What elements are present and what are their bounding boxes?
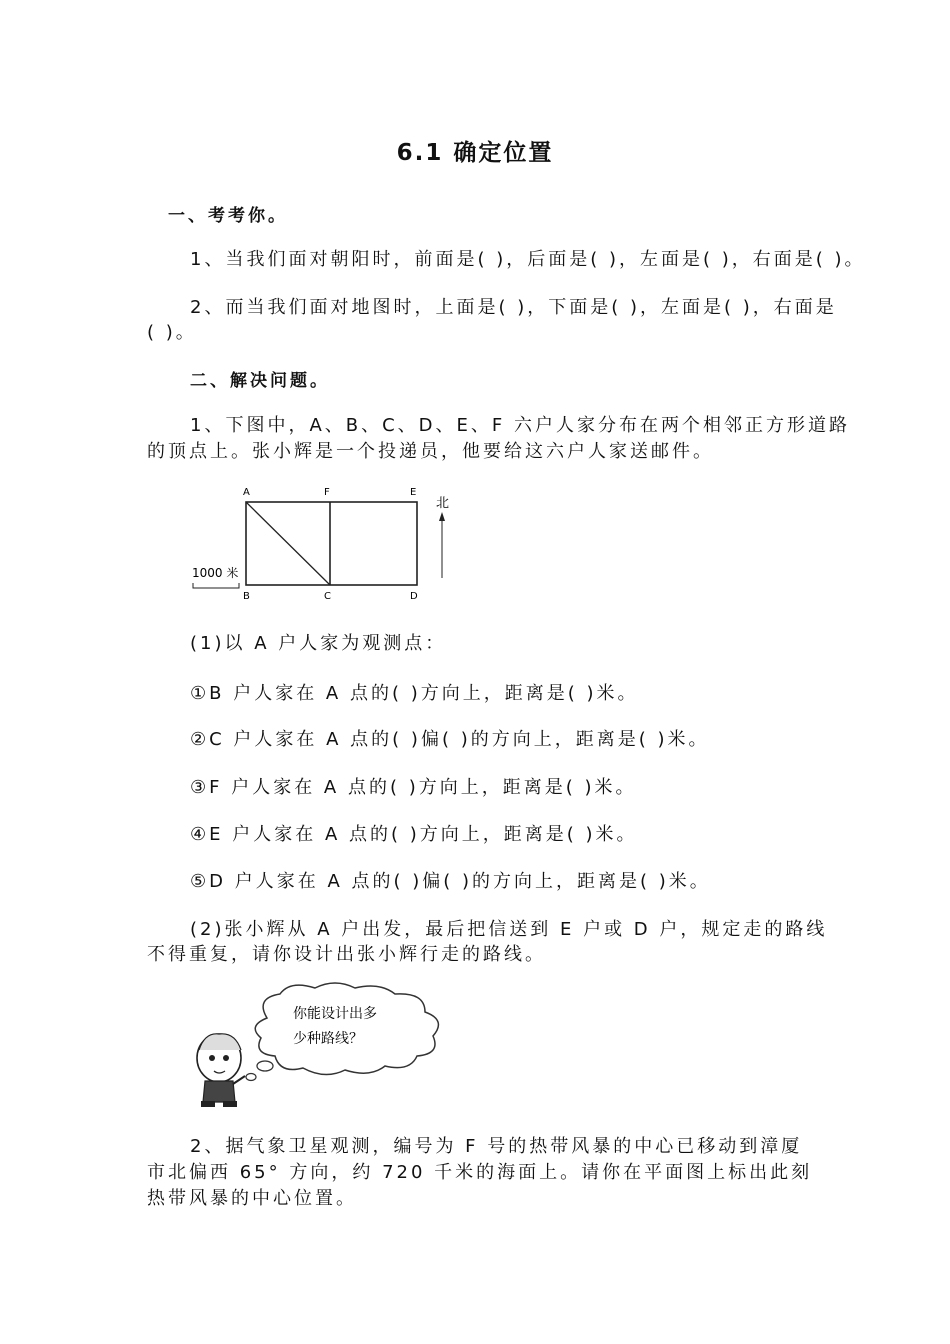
problem-2-2-line1: 2、据气象卫星观测，编号为 F 号的热带风暴的中心已移动到漳厦: [190, 1136, 803, 1157]
label-e: E: [410, 487, 417, 498]
label-d: D: [410, 591, 418, 602]
sub-question-2-line2: 不得重复，请你设计出张小辉行走的路线。: [147, 944, 546, 965]
section-1-heading: 一、考考你。: [168, 206, 288, 226]
road-a-c: [246, 502, 330, 585]
scale-bar: [193, 583, 239, 588]
problem-2-1-line2: 的顶点上。张小辉是一个投递员，他要给这六户人家送邮件。: [147, 441, 714, 462]
item-5: ⑤D 户人家在 A 点的( )偏( )的方向上，距离是( )米。: [190, 871, 711, 892]
problem-2-1-line1: 1、下图中，A、B、C、D、E、F 六户人家分布在两个相邻正方形道路: [190, 415, 850, 436]
thought-bubble: [246, 983, 438, 1081]
question-1-2-line2: ( )。: [147, 322, 197, 343]
sub-question-1: (1)以 A 户人家为观测点：: [190, 633, 447, 654]
label-c: C: [324, 591, 331, 602]
item-4: ④E 户人家在 A 点的( )方向上，距离是( )米。: [190, 824, 638, 845]
bubble-text-line1: 你能设计出多: [293, 1006, 377, 1022]
question-1-2-line1: 2、而当我们面对地图时，上面是( )，下面是( )，左面是( )，右面是: [190, 297, 837, 318]
question-1-1: 1、当我们面对朝阳时，前面是( )，后面是( )，左面是( )，右面是( )。: [190, 249, 866, 270]
section-2-heading: 二、解决问题。: [190, 371, 330, 391]
bubble-text-line2: 少种路线？: [293, 1031, 363, 1047]
road-diagram: [180, 480, 480, 605]
item-1: ①B 户人家在 A 点的( )方向上，距离是( )米。: [190, 683, 639, 704]
north-arrow-head: [439, 512, 445, 521]
problem-2-2-line3: 热带风暴的中心位置。: [147, 1188, 357, 1209]
north-label: 北: [436, 496, 450, 511]
scale-label: 1000 米: [192, 566, 239, 580]
label-b: B: [243, 591, 250, 602]
boy-character-icon: [197, 1034, 245, 1107]
outer-road-rect: [246, 502, 417, 585]
problem-2-2-line2: 市北偏西 65° 方向，约 720 千米的海面上。请你在平面图上标出此刻: [147, 1162, 813, 1183]
label-f: F: [324, 487, 330, 498]
item-2: ②C 户人家在 A 点的( )偏( )的方向上，距离是( )米。: [190, 729, 710, 750]
sub-question-2-line1: (2)张小辉从 A 户出发，最后把信送到 E 户或 D 户，规定走的路线: [190, 919, 828, 940]
label-a: A: [243, 487, 250, 498]
page-title: 6.1 确定位置: [396, 140, 554, 166]
cartoon-illustration: [185, 980, 465, 1110]
item-3: ③F 户人家在 A 点的( )方向上，距离是( )米。: [190, 777, 637, 798]
